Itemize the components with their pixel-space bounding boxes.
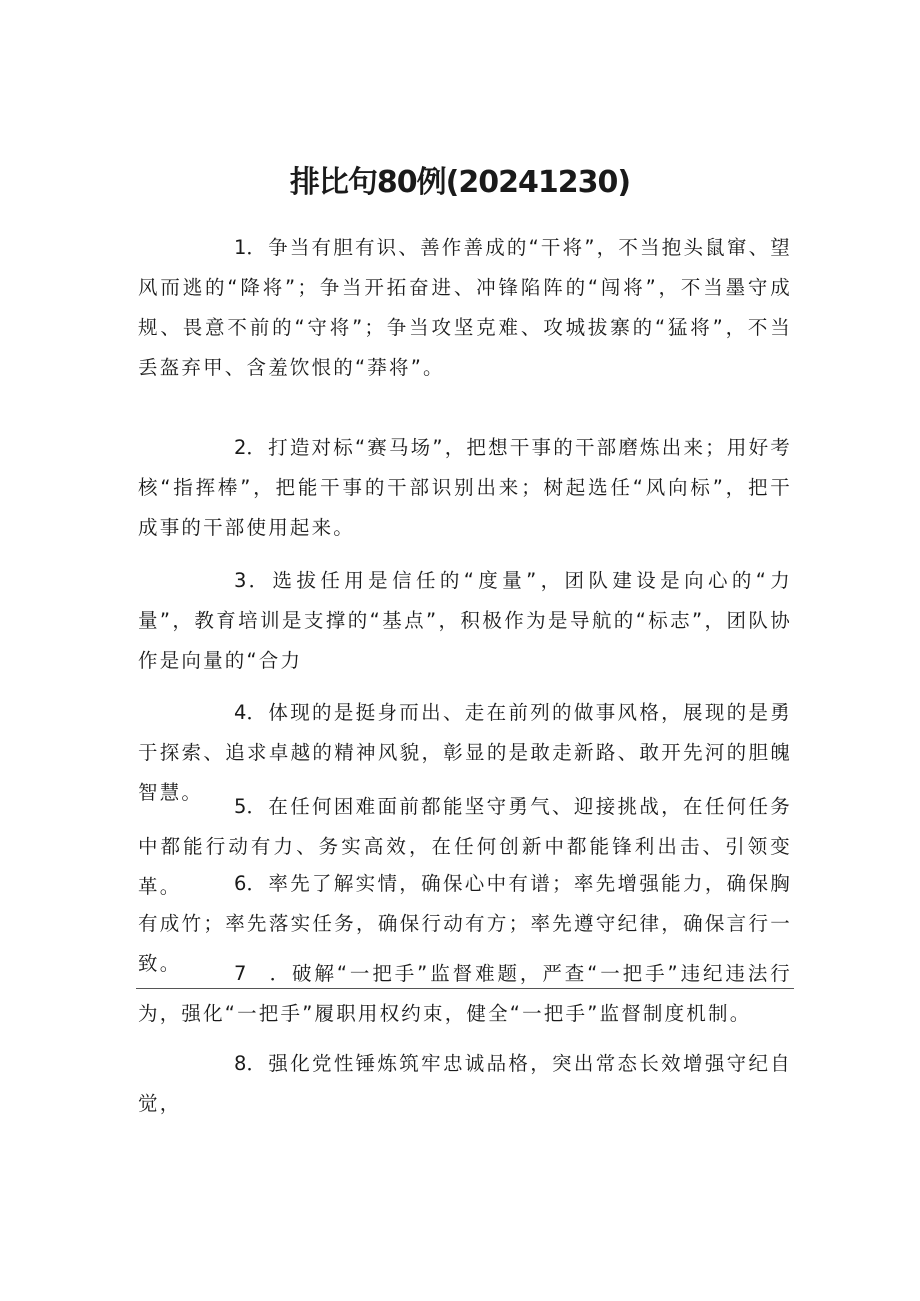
item-text: ．破解“一把手”监督难题，严查“一把手”违纪违法行为，强化“一把手”履职用权约束，健全“一把手”监督制度机制。 <box>138 962 792 1025</box>
list-item <box>138 954 792 1034</box>
item-text: ．体现的是挺身而出、走在前列的做事风格，展现的是勇于探索、追求卓越的精神风貌，彰显的是敢走新路、敢开先河的胆魄智慧。 <box>138 701 792 804</box>
item-number: 1 <box>234 236 247 259</box>
item-number: 4 <box>234 701 247 724</box>
item-text: ．率先了解实情，确保心中有谱；率先增强能力，确保胸有成竹；率先落实任务，确保行动有方；率先遵守纪律，确保言行一致。 <box>138 872 792 975</box>
item-text: ．打造对标“赛马场”，把想干事的干部磨炼出来；用好考核“指挥棒”，把能干事的干部识别出来；树起选任“风向标”，把干成事的干部使用起来。 <box>138 436 792 539</box>
item-text: ．争当有胆有识、善作善成的“干将”，不当抱头鼠窜、望风而逃的“降将”；争当开拓奋进、冲锋陷阵的“闯将”，不当墨守成规、畏意不前的“守将”；争当攻坚克难、攻城拔寨的“猛将”，不当丢盔弃甲、含羞饮恨的“莽将”。 <box>138 236 792 379</box>
item-number: 5 <box>234 795 247 818</box>
item-text: ．在任何困难面前都能坚守勇气、迎接挑战，在任何任务中都能行动有力、务实高效，在任何创新中都能锋利出击、引领变革。 <box>138 795 792 898</box>
item-text: ．强化党性锤炼筑牢忠诚品格，突出常态长效增强守纪自觉， <box>138 1052 792 1115</box>
item-number: 2 <box>234 436 247 459</box>
document-title: 排比句80例(20241230) <box>289 165 631 200</box>
list-item <box>138 228 792 388</box>
divider-line <box>136 988 794 989</box>
item-number: 3 <box>234 569 247 592</box>
item-number: 6 <box>234 872 247 895</box>
item-number: 8 <box>234 1052 247 1075</box>
item-text: ．选拔任用是信任的“度量”，团队建设是向心的“力量”，教育培训是支撑的“基点”，积极作为是导航的“标志”，团队协作是向量的“合力 <box>138 569 792 672</box>
list-item <box>138 428 792 548</box>
list-item <box>138 561 792 681</box>
list-item <box>138 1044 792 1124</box>
item-number: 7 <box>234 962 247 985</box>
